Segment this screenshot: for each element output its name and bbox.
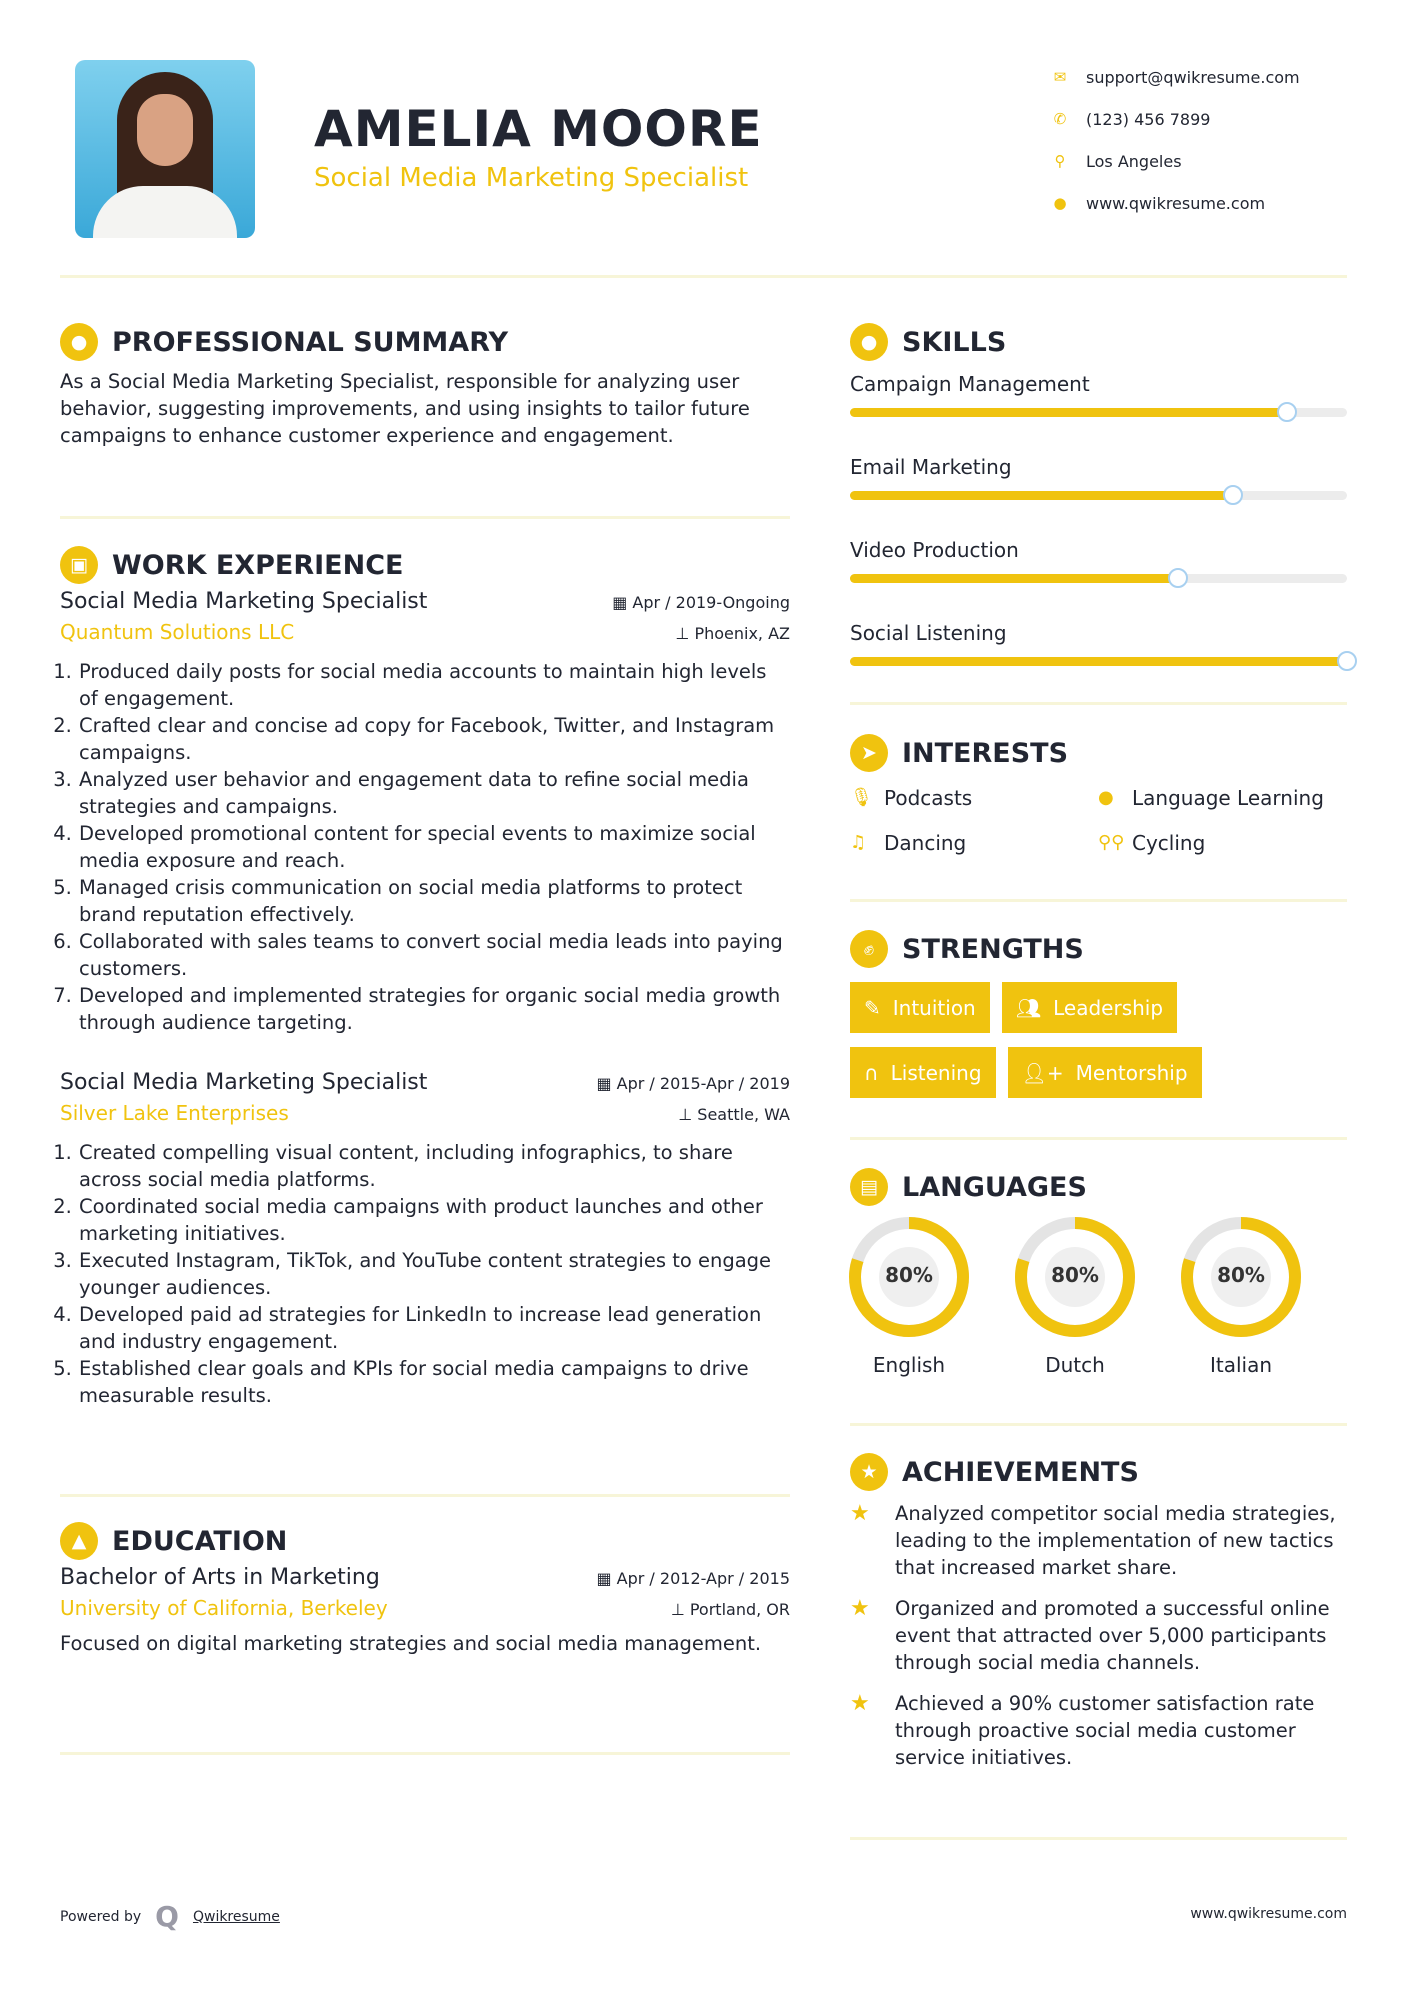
headphones-icon: ∩ (864, 1060, 879, 1085)
profile-photo (75, 60, 255, 238)
section-title: ACHIEVEMENTS (902, 1456, 1139, 1488)
skill-bar-knob (1223, 485, 1243, 505)
language-label: Italian (1209, 1353, 1273, 1377)
skill-bar-fill (850, 408, 1287, 417)
dates-text: Apr / 2019-Ongoing (632, 593, 790, 612)
divider (850, 899, 1347, 902)
skill-item (850, 621, 1347, 666)
duty-item: 1. Created compelling visual content, including infographics, to share across social media platforms. (78, 1139, 790, 1193)
duty-item: 4. Developed promotional content for special events to maximize social media exposure and reach. (78, 820, 790, 874)
duty-item: 3. Executed Instagram, TikTok, and YouTube content strategies to engage younger audiences. (78, 1247, 790, 1301)
skill-bar-fill (850, 574, 1178, 583)
skill-label: Campaign Management (850, 372, 1090, 396)
divider (60, 1752, 790, 1755)
contact-list (1050, 56, 1300, 224)
contact-text: support@qwikresume.com (1086, 67, 1300, 87)
location-text: Seattle, WA (697, 1105, 790, 1124)
skill-label: Email Marketing (850, 455, 1012, 479)
divider (850, 1137, 1347, 1140)
contact-text: (123) 456 7899 (1086, 109, 1211, 129)
divider (60, 1494, 790, 1497)
contact-text: Los Angeles (1086, 151, 1182, 171)
calendar-icon: ▦ (596, 1569, 617, 1588)
calendar-icon: ▦ (612, 593, 633, 612)
skill-bar (850, 657, 1347, 666)
star-icon: ★ (850, 1596, 870, 1621)
briefcase-icon: ▣ (60, 546, 98, 584)
tag-label: Leadership (1053, 995, 1164, 1020)
job-title: Social Media Marketing Specialist (60, 1070, 428, 1095)
contact-website[interactable] (1050, 182, 1300, 224)
duty-item: 7. Developed and implemented strategies for organic social media growth through audience targeting. (78, 982, 790, 1036)
job-dates (612, 593, 790, 612)
section-title: PROFESSIONAL SUMMARY (112, 326, 509, 358)
contact-phone[interactable] (1050, 98, 1300, 140)
language-item (839, 1215, 979, 1377)
duty-item: 4. Developed paid ad strategies for LinkedIn to increase lead generation and industry engagement. (78, 1301, 790, 1355)
tag-label: Intuition (892, 995, 976, 1020)
pushpin-icon: ⊥ (678, 1105, 698, 1124)
user-plus-icon: 👤︎+ (1021, 1060, 1064, 1085)
skill-bar-fill (850, 657, 1347, 666)
powered-by-text: Powered by (60, 1908, 142, 1925)
strength-tag (1008, 1047, 1202, 1098)
dates-text: Apr / 2015-Apr / 2019 (616, 1074, 790, 1093)
duty-item: 6. Collaborated with sales teams to convert social media leads into paying customers. (78, 928, 790, 982)
language-item (1171, 1215, 1311, 1377)
skill-item (850, 455, 1347, 500)
language-item (1005, 1215, 1145, 1377)
star-icon: ★ (850, 1501, 870, 1526)
achievements-section (850, 1452, 1347, 1785)
duty-item: 3. Analyzed user behavior and engagement data to refine social media strategies and campaigns. (78, 766, 790, 820)
summary-section (60, 322, 790, 449)
achievement-item (850, 1690, 1347, 1771)
interest-label: Dancing (884, 830, 967, 855)
job-title: Social Media Marketing Specialist (60, 589, 428, 614)
fist-icon: ✊︎ (850, 930, 888, 968)
edu-dates (596, 1569, 790, 1588)
job-location (678, 1105, 790, 1124)
globe-icon: ● (1053, 194, 1067, 212)
star-icon: ★ (850, 1691, 870, 1716)
tag-label: Listening (890, 1060, 982, 1085)
skill-bar-knob (1168, 568, 1188, 588)
language-label: Dutch (1045, 1353, 1105, 1377)
strength-tag (1002, 982, 1177, 1033)
achievement-text: Achieved a 90% customer satisfaction rate through proactive social media customer service initiatives. (895, 1692, 1315, 1769)
skill-bar-knob (1337, 651, 1357, 671)
company-name: Quantum Solutions LLC (60, 620, 295, 644)
job-duties (60, 658, 790, 1036)
divider (850, 1423, 1347, 1426)
graduation-icon: ▲ (60, 1522, 98, 1560)
skill-item (850, 372, 1347, 417)
skill-label: Social Listening (850, 621, 1007, 645)
lightbulb-icon: ● (850, 323, 888, 361)
magic-wand-icon: ✎ (864, 995, 881, 1020)
language-percent: 80% (1051, 1263, 1099, 1287)
summary-text: As a Social Media Marketing Specialist, responsible for analyzing user behavior, suggesting improvements, and using insights to tailor future campaigns to enhance customer experience and engagement. (60, 370, 750, 447)
qwikresume-logo-icon: Q (155, 1900, 179, 1933)
music-icon: ♫ (850, 832, 867, 853)
skill-bar (850, 408, 1347, 417)
bicycle-icon: ⚲⚲ (1098, 832, 1125, 853)
microphone-icon: 🎙︎ (850, 787, 873, 808)
section-title: STRENGTHS (902, 933, 1084, 965)
strengths-section (850, 929, 1347, 1112)
skill-item (850, 538, 1347, 583)
strength-tag (850, 982, 990, 1033)
section-title: SKILLS (902, 326, 1007, 358)
divider (60, 516, 790, 519)
pushpin-icon: ⊥ (675, 624, 695, 643)
duty-item: 5. Established clear goals and KPIs for social media campaigns to drive measurable results. (78, 1355, 790, 1409)
phone-icon: ✆ (1053, 110, 1067, 128)
job-location (675, 624, 790, 643)
interest-item (850, 775, 1098, 820)
skill-bar (850, 491, 1347, 500)
language-percent: 80% (1217, 1263, 1265, 1287)
achievement-item (850, 1500, 1347, 1581)
achievement-text: Analyzed competitor social media strategies, leading to the implementation of new tactics that increased market share. (895, 1502, 1336, 1579)
skill-bar-knob (1277, 402, 1297, 422)
interests-section (850, 733, 1347, 865)
job-entry (60, 1070, 790, 1409)
duty-item: 2. Crafted clear and concise ad copy for Facebook, Twitter, and Instagram campaigns. (78, 712, 790, 766)
section-title: INTERESTS (902, 737, 1069, 769)
contact-text: www.qwikresume.com (1086, 193, 1266, 213)
footer-website[interactable]: www.qwikresume.com (1190, 1906, 1347, 1922)
language-percent: 80% (885, 1263, 933, 1287)
work-section (60, 545, 790, 1409)
job-entry (60, 589, 790, 1036)
candidate-name: AMELIA MOORE (314, 100, 763, 158)
dates-text: Apr / 2012-Apr / 2015 (616, 1569, 790, 1588)
duty-item: 1. Produced daily posts for social media accounts to maintain high levels of engagement. (78, 658, 790, 712)
user-icon: ● (60, 323, 98, 361)
footer-powered (60, 1900, 280, 1933)
divider (60, 275, 1347, 278)
interest-item (850, 820, 1098, 865)
tag-label: Mentorship (1075, 1060, 1188, 1085)
company-name: Silver Lake Enterprises (60, 1101, 289, 1125)
contact-email[interactable] (1050, 56, 1300, 98)
users-icon: 👥︎ (1015, 995, 1042, 1020)
section-title: EDUCATION (112, 1525, 288, 1557)
envelope-icon: ✉ (1053, 68, 1067, 86)
school-name: University of California, Berkeley (60, 1596, 388, 1620)
job-dates (596, 1074, 790, 1093)
pushpin-icon: ⊥ (670, 1600, 690, 1619)
duty-item: 5. Managed crisis communication on social media platforms to protect brand reputation effectively. (78, 874, 790, 928)
strength-tag (850, 1047, 996, 1098)
interest-label: Language Learning (1132, 785, 1324, 810)
map-pin-icon: ⚲ (1054, 152, 1066, 170)
section-title: LANGUAGES (902, 1171, 1087, 1203)
edu-location (671, 1600, 790, 1619)
skill-bar-fill (850, 491, 1233, 500)
section-title: WORK EXPERIENCE (112, 549, 404, 581)
interest-label: Podcasts (884, 785, 973, 810)
interest-item (1098, 775, 1347, 820)
divider (850, 702, 1347, 705)
job-duties (60, 1139, 790, 1409)
education-text: Focused on digital marketing strategies and social media management. (60, 1632, 762, 1655)
interest-item (1098, 820, 1347, 865)
education-section (60, 1521, 790, 1657)
duty-item: 2. Coordinated social media campaigns with product launches and other marketing initiatives. (78, 1193, 790, 1247)
divider (850, 1837, 1347, 1840)
location-text: Portland, OR (689, 1600, 790, 1619)
language-label: English (872, 1353, 946, 1377)
achievement-item (850, 1595, 1347, 1676)
contact-location (1050, 140, 1300, 182)
skill-label: Video Production (850, 538, 1019, 562)
globe-icon: ● (1098, 787, 1114, 808)
language-card-icon: ▤ (850, 1168, 888, 1206)
qwikresume-link[interactable]: Qwikresume (192, 1908, 280, 1925)
skills-section (850, 322, 1347, 704)
languages-section (850, 1167, 1347, 1397)
degree: Bachelor of Arts in Marketing (60, 1565, 380, 1590)
interest-label: Cycling (1132, 830, 1206, 855)
paper-plane-icon: ➤ (850, 734, 888, 772)
achievement-text: Organized and promoted a successful online event that attracted over 5,000 participants through social media channels. (895, 1597, 1330, 1674)
skill-bar (850, 574, 1347, 583)
star-badge-icon: ★ (850, 1453, 888, 1491)
candidate-title: Social Media Marketing Specialist (314, 163, 749, 193)
calendar-icon: ▦ (596, 1074, 617, 1093)
location-text: Phoenix, AZ (694, 624, 790, 643)
